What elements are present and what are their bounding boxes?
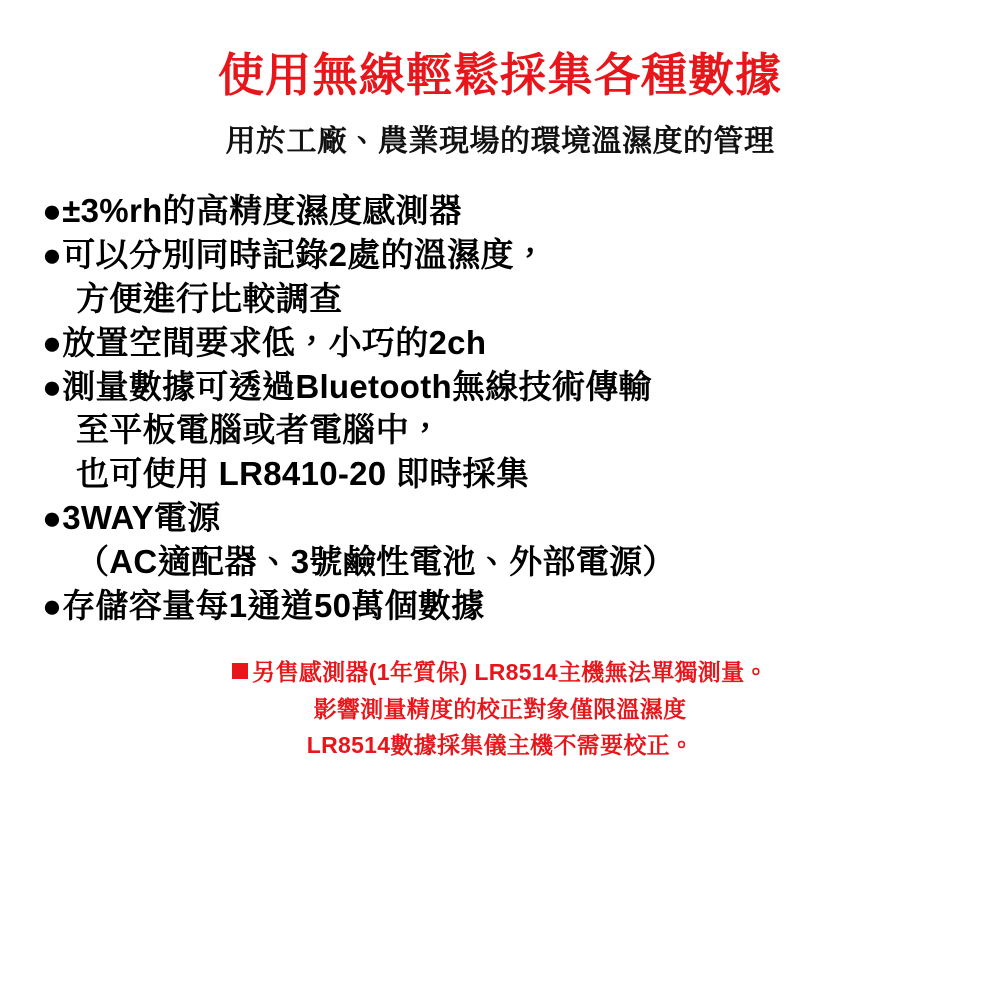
footnote-line — [28, 654, 972, 691]
footnote-text: 另售感測器(1年質保) LR8514主機無法單獨測量。 — [252, 658, 768, 685]
feature-list — [28, 189, 972, 628]
list-item: ●±3%rh的高精度濕度感測器 — [42, 192, 463, 230]
square-bullet-icon — [232, 663, 248, 679]
footnote-line: LR8514數據採集儀主機不需要校正。 — [306, 732, 694, 759]
list-item: ●3WAY電源 — [42, 499, 221, 537]
page-subtitle: 用於工廠、農業現場的環境溫濕度的管理 — [225, 124, 775, 158]
list-item-continuation: 至平板電腦或者電腦中， — [76, 411, 443, 449]
list-item-continuation: 也可使用 LR8410-20 即時採集 — [76, 455, 530, 493]
footnote-line: 影響測量精度的校正對象僅限溫濕度 — [313, 695, 687, 722]
list-item: ●放置空間要求低，小巧的2ch — [42, 323, 487, 361]
list-item-continuation: （AC適配器、3號鹼性電池、外部電源） — [76, 543, 676, 581]
footnote-block — [28, 654, 972, 764]
list-item: ●測量數據可透過Bluetooth無線技術傳輸 — [42, 367, 652, 405]
list-item-continuation: 方便進行比較調查 — [76, 279, 343, 317]
list-item: ●存儲容量每1通道50萬個數據 — [42, 586, 485, 624]
list-item: ●可以分別同時記錄2處的溫濕度， — [42, 235, 548, 273]
page-title: 使用無線輕鬆採集各種數據 — [218, 49, 782, 101]
